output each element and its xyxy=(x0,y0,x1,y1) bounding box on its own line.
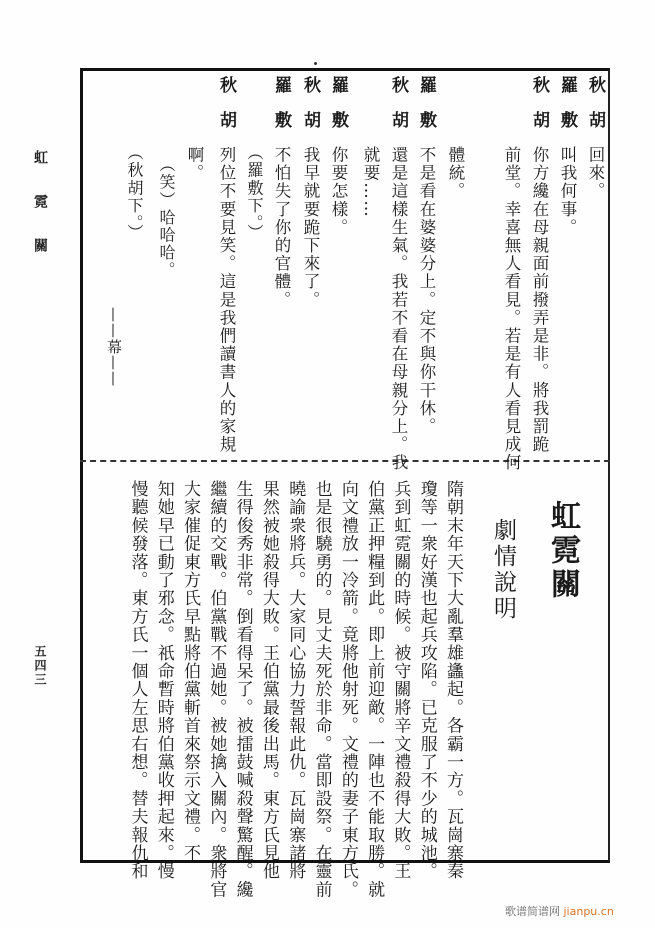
watermark-url: jianpu.cn xyxy=(563,905,614,918)
dialogue-line: 啊。 xyxy=(185,146,204,183)
speaker-name: 秋胡 xyxy=(388,76,408,146)
watermark xyxy=(505,903,614,919)
script-column xyxy=(444,76,466,454)
synopsis-line: 伯黨正押糧到此。即上前迎敵。一陣也不能取勝。就 xyxy=(364,480,385,899)
speaker-name: 秋胡 xyxy=(300,76,320,146)
synopsis-line: 知她早已動了邪念。祇命暫時將伯黨收押起來。慢 xyxy=(153,480,174,881)
speaker-name: 秋胡 xyxy=(529,76,549,146)
curtain-marker: ——幕—— xyxy=(105,307,123,387)
synopsis-line: 大家催促東方氏早點將伯黨斬首來祭示文禮。不 xyxy=(180,480,201,863)
watermark-site-name: 歌谱简谱网 xyxy=(505,905,560,918)
script-column xyxy=(584,76,606,454)
script-column xyxy=(155,76,177,454)
script-column xyxy=(299,76,321,454)
synopsis-body xyxy=(96,480,466,899)
dialogue-line: 回來。 xyxy=(586,146,605,201)
speaker-name: 羅敷 xyxy=(416,76,436,146)
dialogue-line: 前堂。幸喜無人看見。若是有人看見成何 xyxy=(502,146,521,472)
synopsis-line: 繼續的交戰。伯黨戰不過她。被她擒入關內。衆將官 xyxy=(206,480,227,899)
synopsis-subtitle: 劇情說明 xyxy=(490,518,516,622)
synopsis-line: 向文禮放一冷箭。竟將他射死。文禮的妻子東方氏。 xyxy=(337,480,358,899)
section-divider xyxy=(80,460,610,462)
dialogue-line: 你方纔在母親面前撥弄是非。將我罰跪 xyxy=(530,146,549,454)
stage-direction: （羅敷下。） xyxy=(245,144,264,242)
stage-direction: （笑）哈哈哈。 xyxy=(157,156,176,280)
synopsis-line: 生得俊秀非常。倒看得呆了。被擂鼓喊殺聲驚醒。纔 xyxy=(232,480,253,899)
synopsis-line: 曉諭衆將兵。大家同心協力誓報此仇。瓦崗寨諸將 xyxy=(285,480,306,881)
speaker-name: 羅敷 xyxy=(328,76,348,146)
print-dot xyxy=(314,62,317,65)
script-column xyxy=(359,76,381,454)
dialogue-line: 不怕失了你的官體。 xyxy=(272,146,291,309)
dialogue-line: 我早就要跪下來了。 xyxy=(301,146,320,309)
synopsis-line: 隋朝末年天下大亂羣雄蠭起。各霸一方。瓦崗寨秦 xyxy=(443,480,463,881)
dialogue-line: 列位不要見笑。這是我們讀書人的家規 xyxy=(217,146,236,454)
script-column xyxy=(243,76,265,454)
script-column xyxy=(123,76,145,454)
speaker-name: 秋胡 xyxy=(216,76,236,146)
synopsis-line: 也是很驍勇的。見丈夫死於非命。當即設祭。在靈前 xyxy=(311,480,332,899)
dialogue-line: 你要怎樣。 xyxy=(329,146,348,237)
script-column xyxy=(415,76,437,454)
synopsis-line: 瓊等一衆好漢也起兵攻陷。已克服了不少的城池。 xyxy=(416,480,437,881)
margin-page-number: 五四三 xyxy=(33,645,47,687)
dialogue-line: 不是看在婆婆分上。定不與你干休。 xyxy=(417,146,436,436)
synopsis-line: 果然被她殺得大敗。王伯黨最後出馬。東方氏見他 xyxy=(258,480,279,881)
script-column xyxy=(270,76,292,454)
script-column xyxy=(183,76,205,454)
speaker-name: 秋胡 xyxy=(585,76,605,146)
script-column xyxy=(500,76,522,472)
synopsis-title: 虹霓關 xyxy=(545,500,580,602)
stage-direction: （秋胡下。） xyxy=(125,144,144,242)
script-column xyxy=(528,76,550,454)
dialogue-line: 就要…… xyxy=(361,146,380,219)
dialogue-line: 體統。 xyxy=(446,146,465,201)
speaker-name: 羅敷 xyxy=(271,76,291,146)
script-column xyxy=(387,76,409,472)
speaker-name: 羅敷 xyxy=(557,76,577,146)
synopsis-line: 慢聽候發落。東方氏一個人左思右想。替夫報仇和 xyxy=(127,480,148,881)
margin-book-title: 虹霓關 xyxy=(32,150,48,282)
dialogue-line: 還是這樣生氣。我若不看在母親分上。我 xyxy=(389,146,408,472)
synopsis-line: 兵到虹霓關的時候。被守關將辛文禮殺得大敗。王 xyxy=(390,480,411,881)
script-column xyxy=(215,76,237,454)
script-column xyxy=(556,76,578,454)
dialogue-line: 叫我何事。 xyxy=(558,146,577,237)
script-column xyxy=(327,76,349,454)
